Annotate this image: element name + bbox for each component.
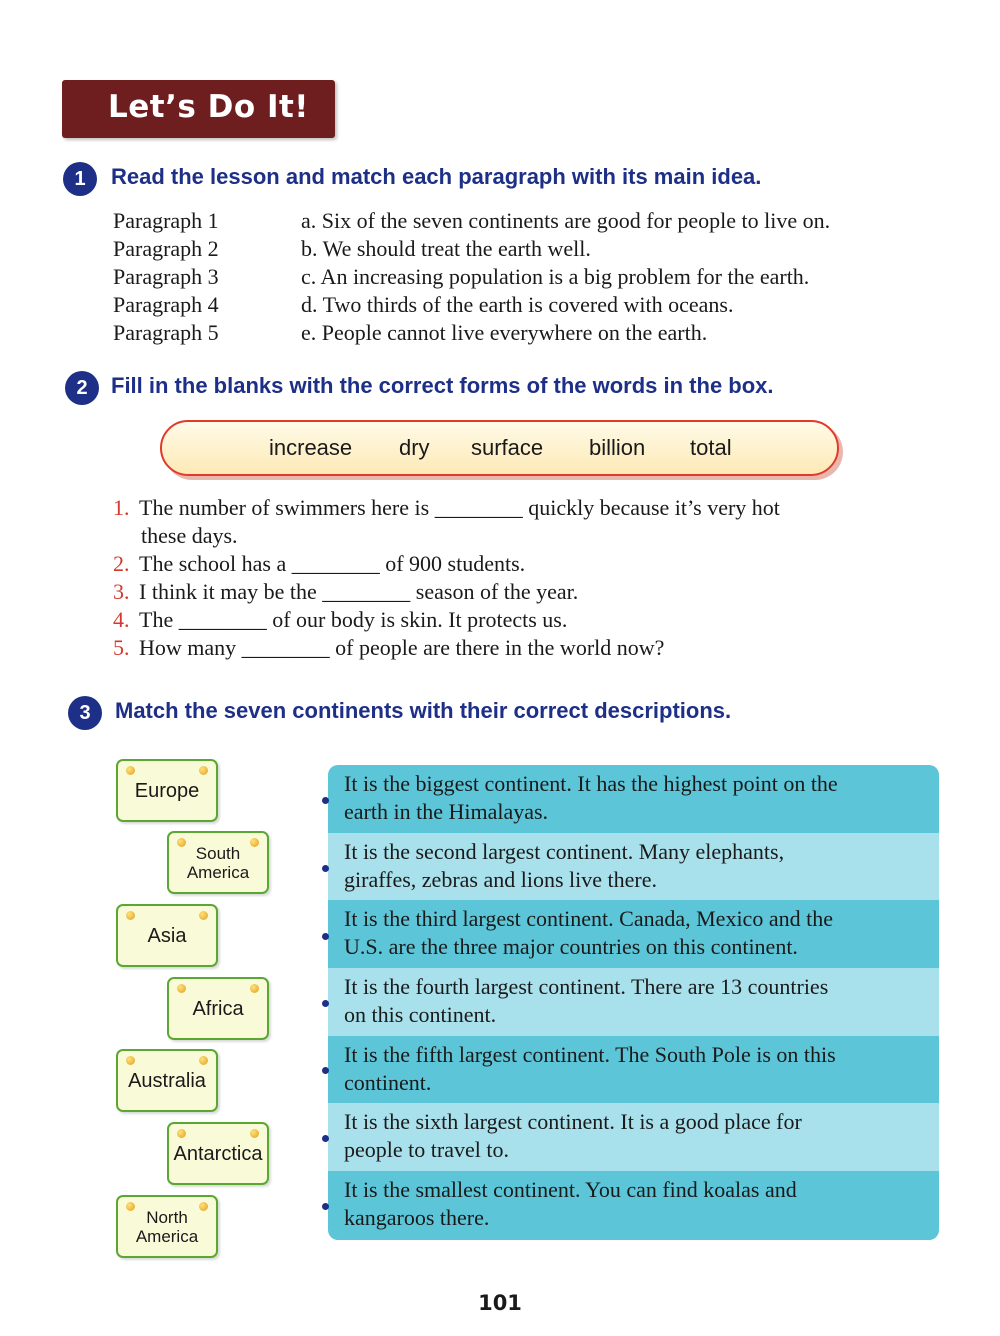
word-box-word: surface bbox=[471, 435, 544, 460]
description-row[interactable] bbox=[328, 1036, 939, 1103]
item-number: 5. bbox=[113, 635, 130, 660]
pin-icon bbox=[126, 1202, 135, 1211]
pin-icon bbox=[126, 766, 135, 775]
description-row[interactable] bbox=[328, 1171, 939, 1240]
item-number: 2. bbox=[113, 551, 130, 576]
description-line: It is the third largest continent. Canada, Mexico and the bbox=[344, 906, 833, 931]
continent-label: Africa bbox=[192, 997, 244, 1020]
word-box-word: dry bbox=[399, 435, 430, 460]
continent-card-europe[interactable] bbox=[116, 759, 218, 822]
paragraph-label: Paragraph 2 bbox=[113, 236, 219, 261]
match-dot[interactable] bbox=[322, 865, 329, 872]
description-line: It is the second largest continent. Many elephants, bbox=[344, 839, 785, 864]
description-line: It is the sixth largest continent. It is a good place for bbox=[344, 1109, 802, 1134]
section-banner bbox=[62, 80, 335, 138]
item-number: 1. bbox=[113, 495, 130, 520]
description-line: It is the fourth largest continent. There are 13 countries bbox=[344, 974, 829, 999]
fill-blank-sentence: The ________ of our body is skin. It protects us. bbox=[139, 607, 568, 632]
match-dot[interactable] bbox=[322, 797, 329, 804]
pin-icon bbox=[199, 766, 208, 775]
description-line: people to travel to. bbox=[344, 1137, 509, 1162]
description-line: It is the biggest continent. It has the highest point on the bbox=[344, 771, 838, 796]
description-row[interactable] bbox=[328, 833, 939, 900]
pin-icon bbox=[126, 1056, 135, 1065]
match-dot[interactable] bbox=[322, 1000, 329, 1007]
fill-blank-sentence: How many ________ of people are there in the world now? bbox=[139, 635, 665, 660]
continent-label: North America bbox=[135, 1207, 199, 1246]
paragraph-label: Paragraph 1 bbox=[113, 208, 219, 233]
description-line: on this continent. bbox=[344, 1002, 497, 1027]
exercise-number-2: 2 bbox=[65, 371, 99, 405]
description-line: kangaroos there. bbox=[344, 1205, 490, 1230]
match-dot[interactable] bbox=[322, 1067, 329, 1074]
exercise-number-1: 1 bbox=[63, 162, 97, 196]
paragraph-label: Paragraph 3 bbox=[113, 264, 219, 289]
pin-icon bbox=[250, 1129, 259, 1138]
description-row[interactable] bbox=[328, 900, 939, 968]
exercise-2-heading: Fill in the blanks with the correct forms of the words in the box. bbox=[111, 373, 774, 398]
description-line: earth in the Himalayas. bbox=[344, 799, 549, 824]
fill-blank-sentence: The school has a ________ of 900 students. bbox=[139, 551, 526, 576]
description-row[interactable] bbox=[328, 968, 939, 1036]
fill-blank-sentence: I think it may be the ________ season of the year. bbox=[139, 579, 579, 604]
continent-label: Australia bbox=[128, 1069, 206, 1092]
descriptions-panel bbox=[328, 765, 939, 1240]
main-idea-option: a. Six of the seven continents are good for people to live on. bbox=[301, 208, 831, 233]
main-idea-option: c. An increasing population is a big problem for the earth. bbox=[301, 264, 810, 289]
paragraph-label: Paragraph 5 bbox=[113, 320, 219, 345]
description-row[interactable] bbox=[328, 765, 939, 833]
paragraph-label: Paragraph 4 bbox=[113, 292, 219, 317]
pin-icon bbox=[250, 838, 259, 847]
match-dot[interactable] bbox=[322, 1203, 329, 1210]
match-dot[interactable] bbox=[322, 1135, 329, 1142]
continent-card-australia[interactable] bbox=[116, 1049, 218, 1112]
continent-card-south-america[interactable] bbox=[167, 831, 269, 894]
match-dot[interactable] bbox=[322, 933, 329, 940]
fill-blank-sentence: The number of swimmers here is ________ quickly because it’s very hot bbox=[139, 495, 780, 520]
pin-icon bbox=[250, 984, 259, 993]
pin-icon bbox=[177, 838, 186, 847]
description-line: U.S. are the three major countries on this continent. bbox=[344, 934, 798, 959]
description-line: continent. bbox=[344, 1070, 432, 1095]
word-box-word: total bbox=[690, 435, 732, 460]
continent-label: Antarctica bbox=[173, 1142, 263, 1165]
description-line: It is the smallest continent. You can find koalas and bbox=[344, 1177, 797, 1202]
continent-label: South America bbox=[186, 843, 250, 882]
continent-card-africa[interactable] bbox=[167, 977, 269, 1040]
exercise-3-heading: Match the seven continents with their correct descriptions. bbox=[115, 698, 732, 723]
pin-icon bbox=[199, 1056, 208, 1065]
word-box-word: billion bbox=[589, 435, 646, 460]
pin-icon bbox=[177, 1129, 186, 1138]
main-idea-option: d. Two thirds of the earth is covered with oceans. bbox=[301, 292, 734, 317]
main-idea-option: e. People cannot live everywhere on the earth. bbox=[301, 320, 708, 345]
item-number: 3. bbox=[113, 579, 130, 604]
pin-icon bbox=[126, 911, 135, 920]
pin-icon bbox=[177, 984, 186, 993]
continent-card-antarctica[interactable] bbox=[167, 1122, 269, 1185]
description-line: giraffes, zebras and lions live there. bbox=[344, 867, 657, 892]
continent-card-asia[interactable] bbox=[116, 904, 218, 967]
pin-icon bbox=[199, 911, 208, 920]
continent-label: Asia bbox=[147, 924, 187, 947]
exercise-1-heading: Read the lesson and match each paragraph with its main idea. bbox=[111, 164, 762, 189]
continent-label: Europe bbox=[134, 779, 200, 802]
continent-card-north-america[interactable] bbox=[116, 1195, 218, 1258]
item-number: 4. bbox=[113, 607, 130, 632]
word-box-word: increase bbox=[269, 435, 353, 460]
fill-blank-sentence-continuation: these days. bbox=[141, 523, 238, 548]
exercise-number-3: 3 bbox=[68, 696, 102, 730]
pin-icon bbox=[199, 1202, 208, 1211]
page-number: 101 bbox=[478, 1291, 522, 1315]
description-line: It is the fifth largest continent. The South Pole is on this bbox=[344, 1042, 836, 1067]
description-row[interactable] bbox=[328, 1103, 939, 1171]
main-idea-option: b. We should treat the earth well. bbox=[301, 236, 591, 261]
banner-title: Let’s Do It! bbox=[108, 89, 309, 125]
